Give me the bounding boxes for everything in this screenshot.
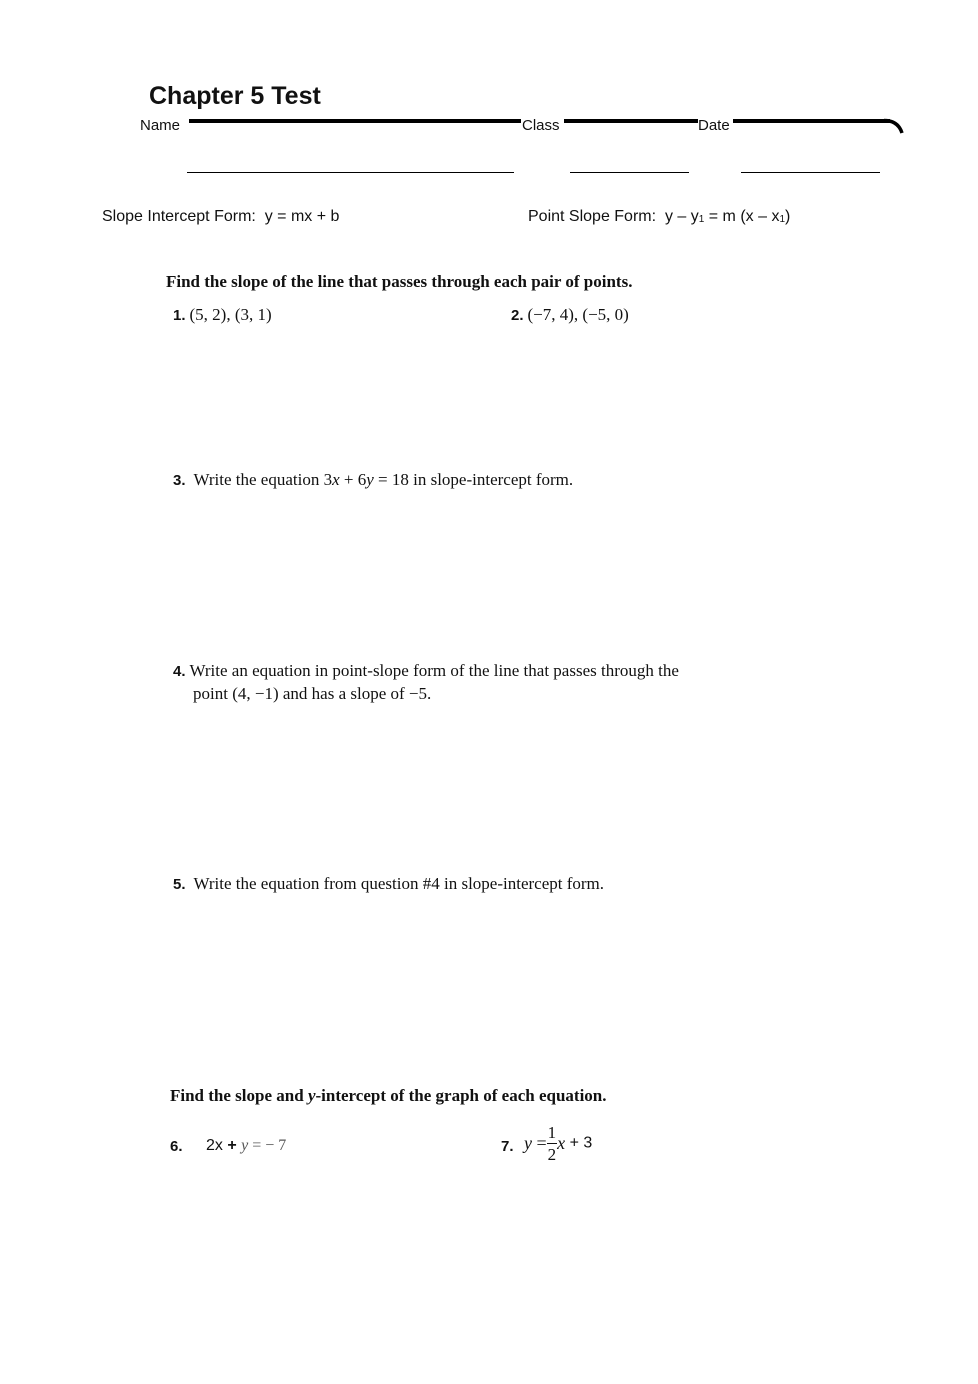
point-slope-sub2: 1 <box>779 214 785 225</box>
question-7-equation <box>524 1124 592 1163</box>
question-3-text-post: = 18 in slope-intercept form. <box>373 470 574 489</box>
question-6-var-y: y <box>241 1137 249 1154</box>
question-3-var-y: y <box>366 470 374 489</box>
question-2-number: 2. <box>511 307 524 324</box>
section2-directions-pre: Find the slope and <box>170 1086 308 1105</box>
slope-intercept-label: Slope Intercept Form: <box>102 208 256 225</box>
date-label: Date <box>698 117 730 134</box>
question-3-text <box>194 470 574 489</box>
question-1-text: (5, 2), (3, 1) <box>189 305 272 324</box>
question-3-text-pre: Write the equation 3 <box>193 470 333 489</box>
page-title: Chapter 5 Test <box>149 82 321 110</box>
name-label: Name <box>140 117 181 134</box>
question-7-number: 7. <box>501 1138 514 1155</box>
header-rule-class <box>564 119 698 123</box>
date-field[interactable] <box>741 172 880 173</box>
question-1-number: 1. <box>173 307 186 324</box>
point-slope-sub1: 1 <box>698 214 705 225</box>
question-4-line1: Write an equation in point-slope form of the line that passes through the <box>189 661 679 680</box>
question-6-number: 6. <box>170 1138 183 1155</box>
question-6-rest: = − 7 <box>248 1137 287 1154</box>
header-rule-date <box>733 119 890 123</box>
question-4 <box>173 661 679 681</box>
question-1 <box>173 305 272 325</box>
question-7-rest: + 3 <box>565 1134 593 1152</box>
question-5-number: 5. <box>173 876 186 893</box>
question-4-number: 4. <box>173 663 186 680</box>
name-field[interactable] <box>187 172 514 173</box>
question-7-fraction-numerator: 1 <box>547 1123 557 1142</box>
section2-directions-var: y <box>307 1086 316 1105</box>
question-7-fraction <box>547 1124 558 1163</box>
question-2 <box>511 305 629 325</box>
question-2-text: (−7, 4), (−5, 0) <box>527 305 629 324</box>
point-slope-label: Point Slope Form: <box>528 208 657 225</box>
section1-directions: Find the slope of the line that passes through each pair of points. <box>166 272 633 291</box>
question-7-fraction-denominator: 2 <box>547 1145 557 1164</box>
class-label: Class <box>522 117 560 134</box>
section2-directions <box>170 1086 607 1106</box>
question-3-var-x: x <box>332 470 340 489</box>
question-3-text-mid: + 6 <box>339 470 367 489</box>
section2-directions-post: -intercept of the graph of each equation. <box>315 1086 607 1105</box>
question-7-var-y: y <box>524 1133 532 1153</box>
question-6-term-2x: 2x <box>206 1137 223 1154</box>
question-6-equation <box>206 1137 286 1155</box>
header-rule-name <box>189 119 521 123</box>
question-7-equals: = <box>532 1133 547 1153</box>
header-rule-curl <box>884 118 906 138</box>
question-3 <box>173 470 573 490</box>
question-3-number: 3. <box>173 472 186 489</box>
class-field[interactable] <box>570 172 689 173</box>
point-slope-formula <box>528 208 790 226</box>
question-5 <box>173 874 604 894</box>
slope-intercept-equation: y = mx + b <box>264 208 340 225</box>
question-5-text: Write the equation from question #4 in slope-intercept form. <box>193 874 605 893</box>
slope-intercept-formula <box>102 208 339 226</box>
question-6-plus: + <box>222 1137 242 1154</box>
question-4-line2: point (4, −1) and has a slope of −5. <box>193 684 432 703</box>
point-slope-eq-part2: = m (x – x <box>704 208 780 225</box>
point-slope-eq-part3: ) <box>785 208 791 225</box>
question-7-var-x: x <box>557 1133 566 1153</box>
point-slope-eq-part1: y – y <box>664 208 699 225</box>
